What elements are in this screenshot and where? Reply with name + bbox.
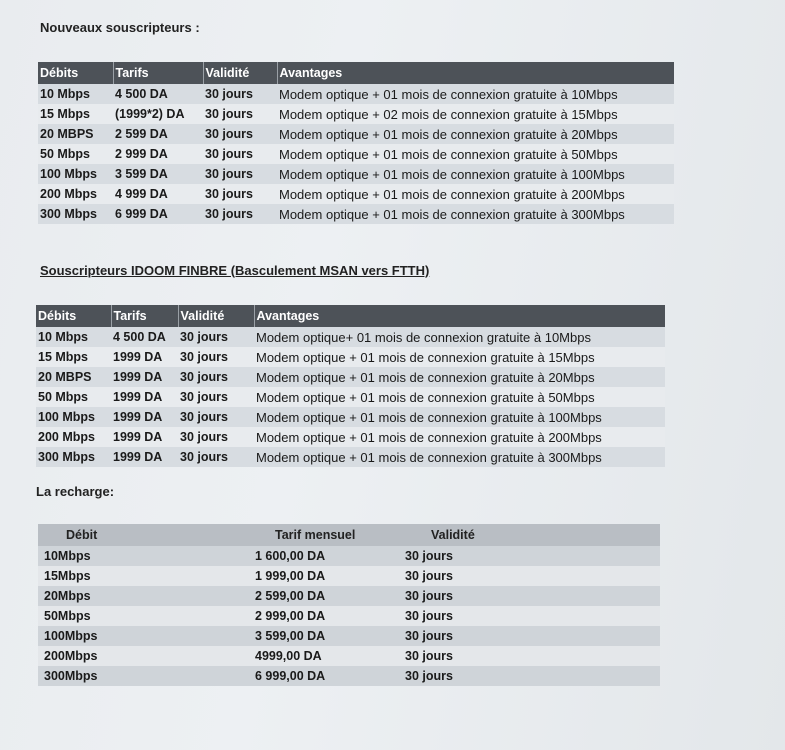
table-cell: 30 jours bbox=[203, 164, 277, 184]
table-cell: 20Mbps bbox=[38, 586, 250, 606]
table-row bbox=[38, 144, 674, 164]
table-cell: 300Mbps bbox=[38, 666, 250, 686]
table-cell: 1 600,00 DA bbox=[250, 546, 405, 566]
table-row bbox=[38, 586, 660, 606]
table-cell: 1999 DA bbox=[111, 427, 178, 447]
column-header: Débit bbox=[38, 524, 250, 546]
column-header: Tarifs bbox=[111, 305, 178, 327]
table-cell: Modem optique + 01 mois de connexion gratuite à 300Mbps bbox=[277, 204, 674, 224]
table-row bbox=[38, 124, 674, 144]
table-cell: 30 jours bbox=[405, 666, 660, 686]
table-cell: 4 500 DA bbox=[113, 84, 203, 104]
table-cell: Modem optique + 01 mois de connexion gratuite à 50Mbps bbox=[254, 387, 665, 407]
table-row bbox=[36, 327, 665, 347]
table-cell: 4 999 DA bbox=[113, 184, 203, 204]
table-row bbox=[38, 204, 674, 224]
table-cell: 30 jours bbox=[203, 144, 277, 164]
table-row bbox=[36, 427, 665, 447]
table-cell: 100 Mbps bbox=[36, 407, 111, 427]
table-cell: Modem optique + 01 mois de connexion gratuite à 20Mbps bbox=[277, 124, 674, 144]
table-cell: 30 jours bbox=[178, 327, 254, 347]
table-cell: 200Mbps bbox=[38, 646, 250, 666]
section-title-new-subscribers: Nouveaux souscripteurs : bbox=[40, 20, 200, 35]
table-cell: Modem optique + 01 mois de connexion gratuite à 10Mbps bbox=[277, 84, 674, 104]
table-row bbox=[36, 347, 665, 367]
column-header: Avantages bbox=[277, 62, 674, 84]
table-cell: 30 jours bbox=[405, 626, 660, 646]
table-header-row bbox=[38, 524, 660, 546]
table-row bbox=[38, 606, 660, 626]
column-header: Validité bbox=[203, 62, 277, 84]
table-cell: 30 jours bbox=[405, 606, 660, 626]
table-cell: (1999*2) DA bbox=[113, 104, 203, 124]
table-row bbox=[38, 626, 660, 646]
table-cell: 20 MBPS bbox=[38, 124, 113, 144]
table-cell: 1 999,00 DA bbox=[250, 566, 405, 586]
table-cell: 300 Mbps bbox=[38, 204, 113, 224]
table-cell: 6 999,00 DA bbox=[250, 666, 405, 686]
table-cell: 50Mbps bbox=[38, 606, 250, 626]
table-cell: Modem optique + 01 mois de connexion gratuite à 100Mbps bbox=[277, 164, 674, 184]
table-cell: 30 jours bbox=[203, 104, 277, 124]
table-cell: Modem optique + 01 mois de connexion gratuite à 300Mbps bbox=[254, 447, 665, 467]
table-cell: Modem optique + 01 mois de connexion gratuite à 50Mbps bbox=[277, 144, 674, 164]
table-cell: 3 599,00 DA bbox=[250, 626, 405, 646]
table-cell: 10 Mbps bbox=[38, 84, 113, 104]
table-cell: 15Mbps bbox=[38, 566, 250, 586]
table-cell: 30 jours bbox=[178, 447, 254, 467]
section-title-idoom-fibre: Souscripteurs IDOOM FINBRE (Basculement MSAN vers FTTH) bbox=[40, 263, 430, 278]
table-cell: 30 jours bbox=[405, 586, 660, 606]
table-cell: 50 Mbps bbox=[38, 144, 113, 164]
table-header-row bbox=[38, 62, 674, 84]
table-row bbox=[38, 546, 660, 566]
table-cell: 30 jours bbox=[405, 646, 660, 666]
table-cell: 1999 DA bbox=[111, 387, 178, 407]
table-row bbox=[38, 646, 660, 666]
table-cell: 100Mbps bbox=[38, 626, 250, 646]
table-cell: 1999 DA bbox=[111, 407, 178, 427]
column-header: Débits bbox=[36, 305, 111, 327]
table-cell: 1999 DA bbox=[111, 347, 178, 367]
idoom-fibre-table bbox=[36, 305, 665, 467]
table-row bbox=[36, 447, 665, 467]
column-header: Validité bbox=[178, 305, 254, 327]
table-cell: 3 599 DA bbox=[113, 164, 203, 184]
table-cell: 10Mbps bbox=[38, 546, 250, 566]
table-cell: Modem optique + 01 mois de connexion gratuite à 200Mbps bbox=[277, 184, 674, 204]
table-row bbox=[38, 666, 660, 686]
table-cell: Modem optique + 01 mois de connexion gratuite à 100Mbps bbox=[254, 407, 665, 427]
table-cell: 6 999 DA bbox=[113, 204, 203, 224]
table-cell: 30 jours bbox=[178, 427, 254, 447]
table-cell: 1999 DA bbox=[111, 447, 178, 467]
section-title-recharge: La recharge: bbox=[36, 484, 115, 499]
column-header: Tarifs bbox=[113, 62, 203, 84]
table-cell: Modem optique + 01 mois de connexion gratuite à 15Mbps bbox=[254, 347, 665, 367]
table-cell: 4 500 DA bbox=[111, 327, 178, 347]
table-cell: 10 Mbps bbox=[36, 327, 111, 347]
table-header-row bbox=[36, 305, 665, 327]
table-cell: 30 jours bbox=[203, 124, 277, 144]
table-cell: 1999 DA bbox=[111, 367, 178, 387]
table-cell: 15 Mbps bbox=[36, 347, 111, 367]
table-cell: 2 599 DA bbox=[113, 124, 203, 144]
table-cell: 30 jours bbox=[203, 204, 277, 224]
table-cell: Modem optique + 02 mois de connexion gratuite à 15Mbps bbox=[277, 104, 674, 124]
table-row bbox=[38, 566, 660, 586]
table-cell: 15 Mbps bbox=[38, 104, 113, 124]
table-cell: Modem optique+ 01 mois de connexion gratuite à 10Mbps bbox=[254, 327, 665, 347]
table-cell: 50 Mbps bbox=[36, 387, 111, 407]
table-cell: 30 jours bbox=[178, 367, 254, 387]
table-cell: 20 MBPS bbox=[36, 367, 111, 387]
table-cell: 30 jours bbox=[203, 184, 277, 204]
column-header: Avantages bbox=[254, 305, 665, 327]
new-subscribers-table bbox=[38, 62, 674, 224]
table-cell: 200 Mbps bbox=[36, 427, 111, 447]
table-cell: 2 999,00 DA bbox=[250, 606, 405, 626]
column-header: Débits bbox=[38, 62, 113, 84]
table-cell: 30 jours bbox=[178, 387, 254, 407]
table-cell: 300 Mbps bbox=[36, 447, 111, 467]
table-cell: 30 jours bbox=[178, 347, 254, 367]
column-header: Validité bbox=[405, 524, 660, 546]
table-cell: 100 Mbps bbox=[38, 164, 113, 184]
table-cell: Modem optique + 01 mois de connexion gratuite à 20Mbps bbox=[254, 367, 665, 387]
column-header: Tarif mensuel bbox=[250, 524, 405, 546]
table-cell: 2 599,00 DA bbox=[250, 586, 405, 606]
table-cell: Modem optique + 01 mois de connexion gratuite à 200Mbps bbox=[254, 427, 665, 447]
table-cell: 4999,00 DA bbox=[250, 646, 405, 666]
recharge-table bbox=[38, 524, 660, 686]
table-row bbox=[38, 184, 674, 204]
table-row bbox=[38, 164, 674, 184]
table-row bbox=[36, 367, 665, 387]
table-cell: 200 Mbps bbox=[38, 184, 113, 204]
table-cell: 30 jours bbox=[178, 407, 254, 427]
table-cell: 30 jours bbox=[405, 566, 660, 586]
table-row bbox=[36, 407, 665, 427]
table-cell: 30 jours bbox=[203, 84, 277, 104]
table-row bbox=[36, 387, 665, 407]
table-row bbox=[38, 104, 674, 124]
table-cell: 2 999 DA bbox=[113, 144, 203, 164]
table-cell: 30 jours bbox=[405, 546, 660, 566]
table-row bbox=[38, 84, 674, 104]
